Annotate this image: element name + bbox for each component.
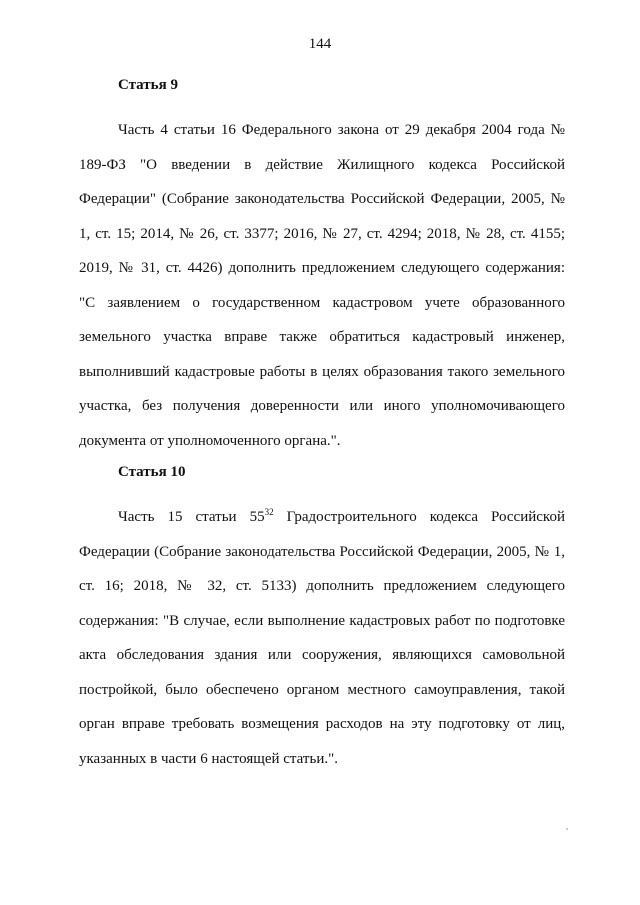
article-9	[79, 75, 565, 458]
page-number: 144	[308, 36, 332, 52]
article-10	[79, 462, 565, 776]
article-text	[79, 500, 565, 776]
superscript-number: 32	[264, 507, 274, 517]
article-heading: Статья 10	[118, 464, 186, 480]
scan-speck	[566, 828, 568, 830]
article-heading: Статья 9	[118, 77, 178, 93]
article-text-part: Часть 15 статьи 55	[118, 509, 265, 525]
article-text-part: Градостроительного кодекса Российской Федерации (Собрание законодательства Российской Федерации, 2005, № 1, ст. 16; 2018, № 32, ст. 5133) дополнить предложением следующего содержания: "В случае, если выполнение кадастровых работ по подготовке акта обследования здания или сооружения, являющихся самовольной постройкой, было обеспечено органом местного самоуправления, такой орган вправе требовать возмещения расходов на эту подготовку от лиц, указанных в части 6 настоящей статьи.".	[79, 509, 565, 767]
article-text: Часть 4 статьи 16 Федерального закона от 29 декабря 2004 года № 189-ФЗ "О введении в действие Жилищного кодекса Российской Федерации" (Собрание законодательства Российской Федерации, 2005, № 1, ст. 15; 2014, № 26, ст. 3377; 2016, № 27, ст. 4294; 2018, № 28, ст. 4155; 2019, № 31, ст. 4426) дополнить предложением следующего содержания: "С заявлением о государственном кадастровом учете образованного земельного участка вправе также обратиться кадастровый инженер, выполнивший кадастровые работы в целях образования такого земельного участка, без получения доверенности или иного уполномочивающего документа от уполномоченного органа.".	[79, 122, 565, 449]
